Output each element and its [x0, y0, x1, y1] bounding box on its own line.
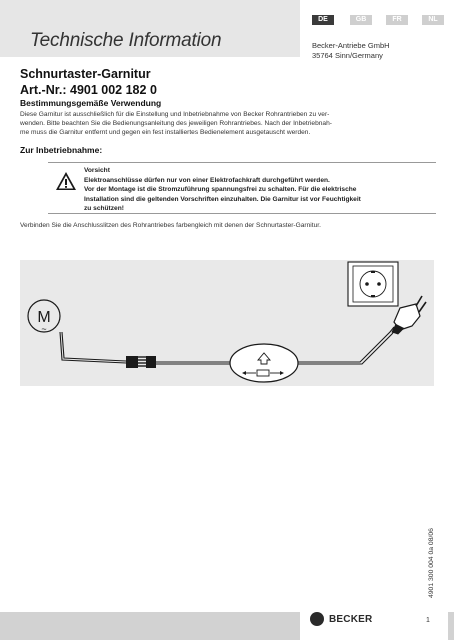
becker-logo-icon — [310, 612, 324, 626]
commissioning-heading: Zur Inbetriebnahme: — [20, 145, 103, 155]
company-name: Becker-Antriebe GmbH — [312, 41, 390, 50]
cord-switch — [230, 344, 298, 382]
company-address — [312, 41, 390, 61]
warning-line: zu schützen! — [84, 205, 124, 212]
language-tabs — [312, 15, 454, 25]
footer-band-right — [448, 612, 454, 640]
text-line: wenden. Bitte beachten Sie die Bedienungsanleitung des jeweiligen Rohrantriebes. Nach der Inbetriebnah- — [20, 120, 332, 127]
becker-logo — [310, 612, 382, 628]
page-title: Technische Information — [30, 30, 222, 51]
warning-text — [84, 166, 436, 214]
wire-connector — [126, 356, 156, 368]
wall-socket — [348, 262, 398, 306]
warning-box — [48, 162, 436, 214]
header-band — [0, 0, 300, 57]
company-city: 35764 Sinn/Germany — [312, 51, 383, 60]
lang-tab-gb[interactable]: GB — [350, 15, 372, 25]
intended-use-heading: Bestimmungsgemäße Verwendung — [20, 98, 162, 108]
document-code: 4901 300 004 0a 08/06 — [428, 528, 435, 598]
warning-triangle-icon — [55, 171, 77, 191]
warning-line: Vor der Montage ist die Stromzuführung spannungsfrei zu schalten. Für die elektrische — [84, 186, 357, 193]
wiring-diagram — [20, 260, 434, 386]
intended-use-text — [20, 110, 436, 137]
connection-instruction: Verbinden Sie die Anschlusslitzen des Rohrantriebes farbengleich mit denen der Schnurtaster-Garnitur. — [20, 222, 321, 229]
text-line: me muss die Garnitur entfernt und gegen ein fest installiertes Bedienelement ausgetauscht werden. — [20, 129, 311, 136]
motor-label: M — [37, 309, 51, 326]
warning-line: Installation sind die geltenden Vorschriften einzuhalten. Die Garnitur ist vor Feuchtigkeit — [84, 195, 361, 203]
text-line: Diese Garnitur ist ausschließlich für die Einstellung und Inbetriebnahme von Becker Rohrantrieben zu ver- — [20, 111, 330, 118]
page-number: 1 — [426, 617, 430, 624]
product-title — [20, 66, 157, 98]
warning-line: Elektroanschlüsse dürfen nur von einer Elektrofachkraft durchgeführt werden. — [84, 176, 330, 184]
becker-logo-text: BECKER — [329, 614, 373, 625]
lang-tab-fr[interactable]: FR — [386, 15, 408, 25]
product-name: Schnurtaster-Garnitur — [20, 67, 151, 81]
motor-symbol — [28, 300, 60, 334]
warning-title: Vorsicht — [84, 167, 110, 174]
wiring-diagram-svg — [20, 260, 434, 386]
lang-tab-de[interactable]: DE — [312, 15, 334, 25]
lang-tab-nl[interactable]: NL — [422, 15, 444, 25]
product-article-number: Art.-Nr.: 4901 002 182 0 — [20, 83, 157, 97]
footer-band-left — [0, 612, 300, 640]
motor-ac-symbol: ~ — [41, 324, 47, 334]
